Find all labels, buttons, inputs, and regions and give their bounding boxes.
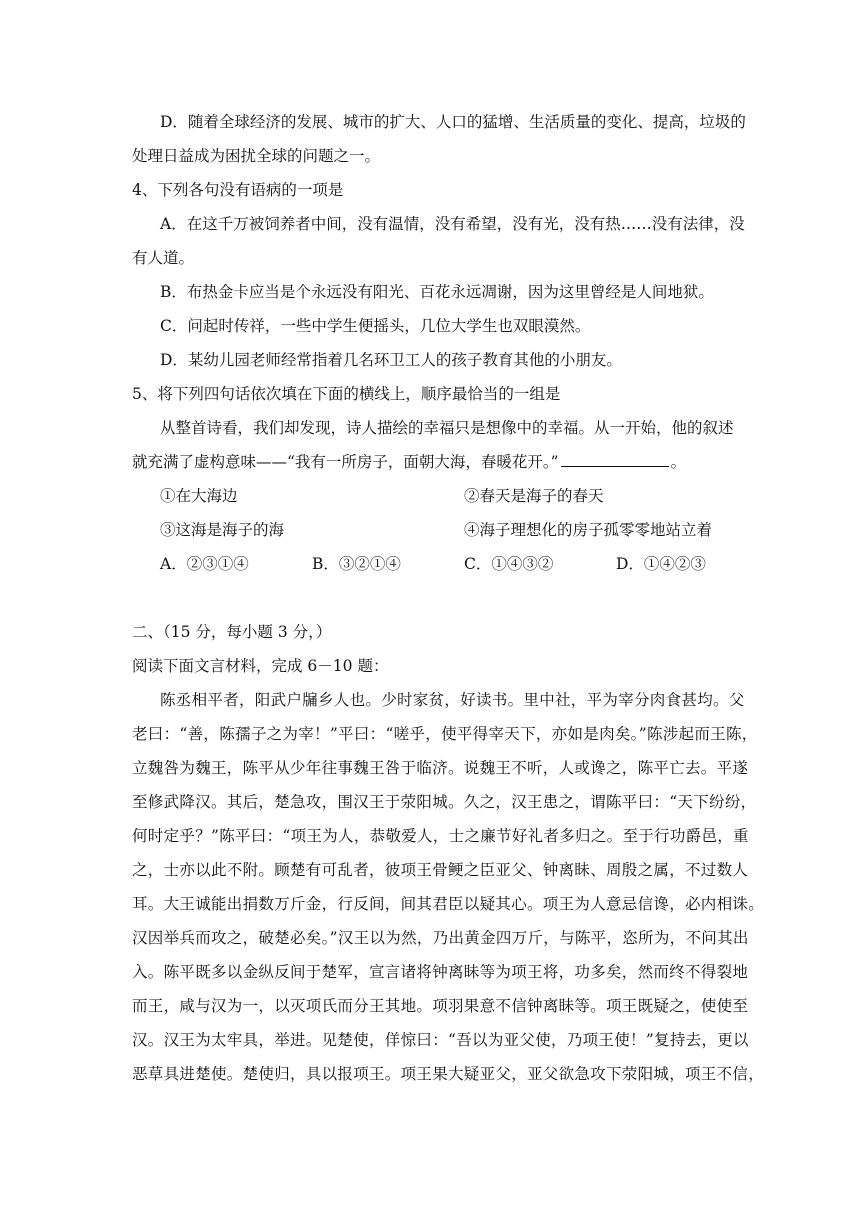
q5-option-a: A．②③①④: [160, 555, 249, 573]
classical-text-line: 汉因举兵而攻之，破楚必矣。”汉王以为然，乃出黄金四万斤，与陈平，恣所为，不问其出: [132, 929, 749, 947]
answer-blank: [561, 452, 669, 467]
section-2-instruction: 阅读下面文言材料，完成 6－10 题：: [132, 657, 389, 675]
section-2-heading: 二、（15 分，每小题 3 分，）: [132, 623, 332, 641]
classical-text-line: 立魏咎为魏王，陈平从少年往事魏王咎于临济。说魏王不听，人或谗之，陈平亡去。平遂: [132, 759, 749, 777]
q4-stem: 4、下列各句没有语病的一项是: [132, 181, 344, 199]
classical-text-line: 陈丞相平者，阳武户牖乡人也。少时家贫，好读书。里中社，平为宰分肉食甚均。父: [160, 691, 745, 709]
classical-text-line: 恶草具进楚使。楚使归，具以报项王。项王果大疑亚父，亚父欲急攻下荥阳城，项王不信，: [132, 1065, 765, 1083]
classical-text-line: 之，士亦以此不附。顾楚有可乱者，彼项王骨鲠之臣亚父、钟离眛、周殷之属，不过数人: [132, 861, 749, 879]
q5-sentence-1: ①在大海边: [160, 487, 238, 505]
q5-sentence-4: ④海子理想化的房子孤零零地站立着: [464, 521, 713, 539]
classical-text-line: 入。陈平既多以金纵反间于楚军，宣言诸将钟离眛等为项王将，功多矣，然而终不得裂地: [132, 963, 749, 981]
classical-text-line: 汉。汉王为太牢具，举进。见楚使，佯惊曰：“吾以为亚父使，乃项王使！”复持去，更以: [132, 1031, 749, 1049]
q5-option-b: B．③②①④: [312, 555, 401, 573]
classical-text-line: 耳。大王诚能出捐数万斤金，行反间，间其君臣以疑其心。项王为人意忌信谗，必内相诛。: [132, 895, 765, 913]
q5-option-d: D．①④②③: [616, 555, 706, 573]
q4-option-a-line1: A．在这千万被饲养者中间，没有温情，没有希望，没有光，没有热……没有法律，没: [160, 215, 745, 233]
classical-text-line: 而王，咸与汉为一，以灭项氏而分王其地。项羽果意不信钟离眛等。项王既疑之，使使至: [132, 997, 749, 1015]
q5-option-c: C．①④③②: [464, 555, 554, 573]
q3-option-d-line2: 处理日益成为困扰全球的问题之一。: [132, 147, 381, 165]
q4-option-b: B．布热金卡应当是个永远没有阳光、百花永远凋谢，因为这里曾经是人间地狱。: [160, 283, 714, 301]
q4-option-d: D．某幼儿园老师经常指着几名环卫工人的孩子教育其他的小朋友。: [160, 351, 622, 369]
classical-text-line: 至修武降汉。其后，楚急攻，围汉王于荥阳城。久之，汉王患之，谓陈平曰：“天下纷纷，: [132, 793, 757, 811]
q5-stem: 5、将下列四句话依次填在下面的横线上，顺序最恰当的一组是: [132, 385, 561, 403]
q5-sentence-2: ②春天是海子的春天: [464, 487, 604, 505]
q5-paragraph-text: 就充满了虚构意味——“我有一所房子，面朝大海，春暖花开。”: [132, 453, 559, 471]
q3-option-d-line1: D．随着全球经济的发展、城市的扩大、人口的猛增、生活质量的变化、提高，垃圾的: [160, 113, 746, 131]
classical-text-line: 老曰：“善，陈孺子之为宰！”平曰：“嗟乎，使平得宰天下，亦如是肉矣。”陈涉起而王陈，: [132, 725, 758, 743]
q4-option-c: C．问起时传祥，一些中学生便摇头，几位大学生也双眼漠然。: [160, 317, 591, 335]
q5-paragraph-end: 。: [670, 453, 687, 471]
q4-option-a-line2: 有人道。: [132, 249, 195, 267]
q5-paragraph-line1: 从整首诗看，我们却发现，诗人描绘的幸福只是想像中的幸福。从一开始，他的叙述: [160, 419, 734, 437]
classical-text-line: 何时定乎？”陈平曰：“项王为人，恭敬爱人，士之廉节好礼者多归之。至于行功爵邑，重: [132, 827, 749, 845]
q5-paragraph-line2: [132, 452, 686, 472]
q5-sentence-3: ③这海是海子的海: [160, 521, 285, 539]
